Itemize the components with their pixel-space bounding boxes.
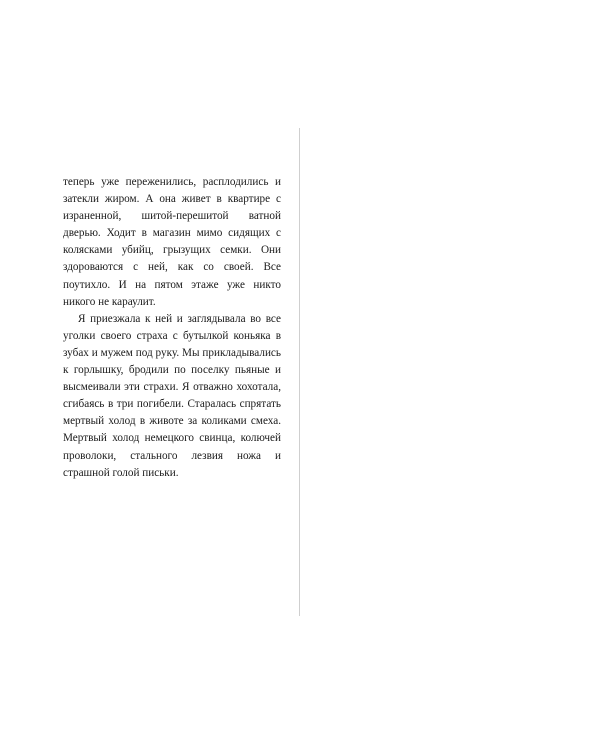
left-page-text [63,174,281,482]
right-page [300,0,600,750]
left-paragraph-2: Я приезжала к ней и заглядывала во все уголки своего страха с бутылкой коньяка в зубах и мужем под руку. Мы прикладывались к горлышку, бродили по поселку пьяные и высмеивали эти страхи. Я отважно хохотала, сгибаясь в три погибели. Старалась спрятать мертвый холод в животе за коликами смеха. Мертвый холод немецкого свинца, колючей проволоки, стального лезвия ножа и страшной голой письки. [63,312,281,479]
left-paragraph-1: теперь уже переженились, расплодились и затекли жиром. А она живет в квартире с израненной, шитой-перешитой ватной дверью. Ходит в магазин мимо сидящих с колясками убийц, грызущих семки. Они здороваются с ней, как со своей. Все поутихло. И на пятом этаже уже никто никого не караулит. [63,176,281,308]
